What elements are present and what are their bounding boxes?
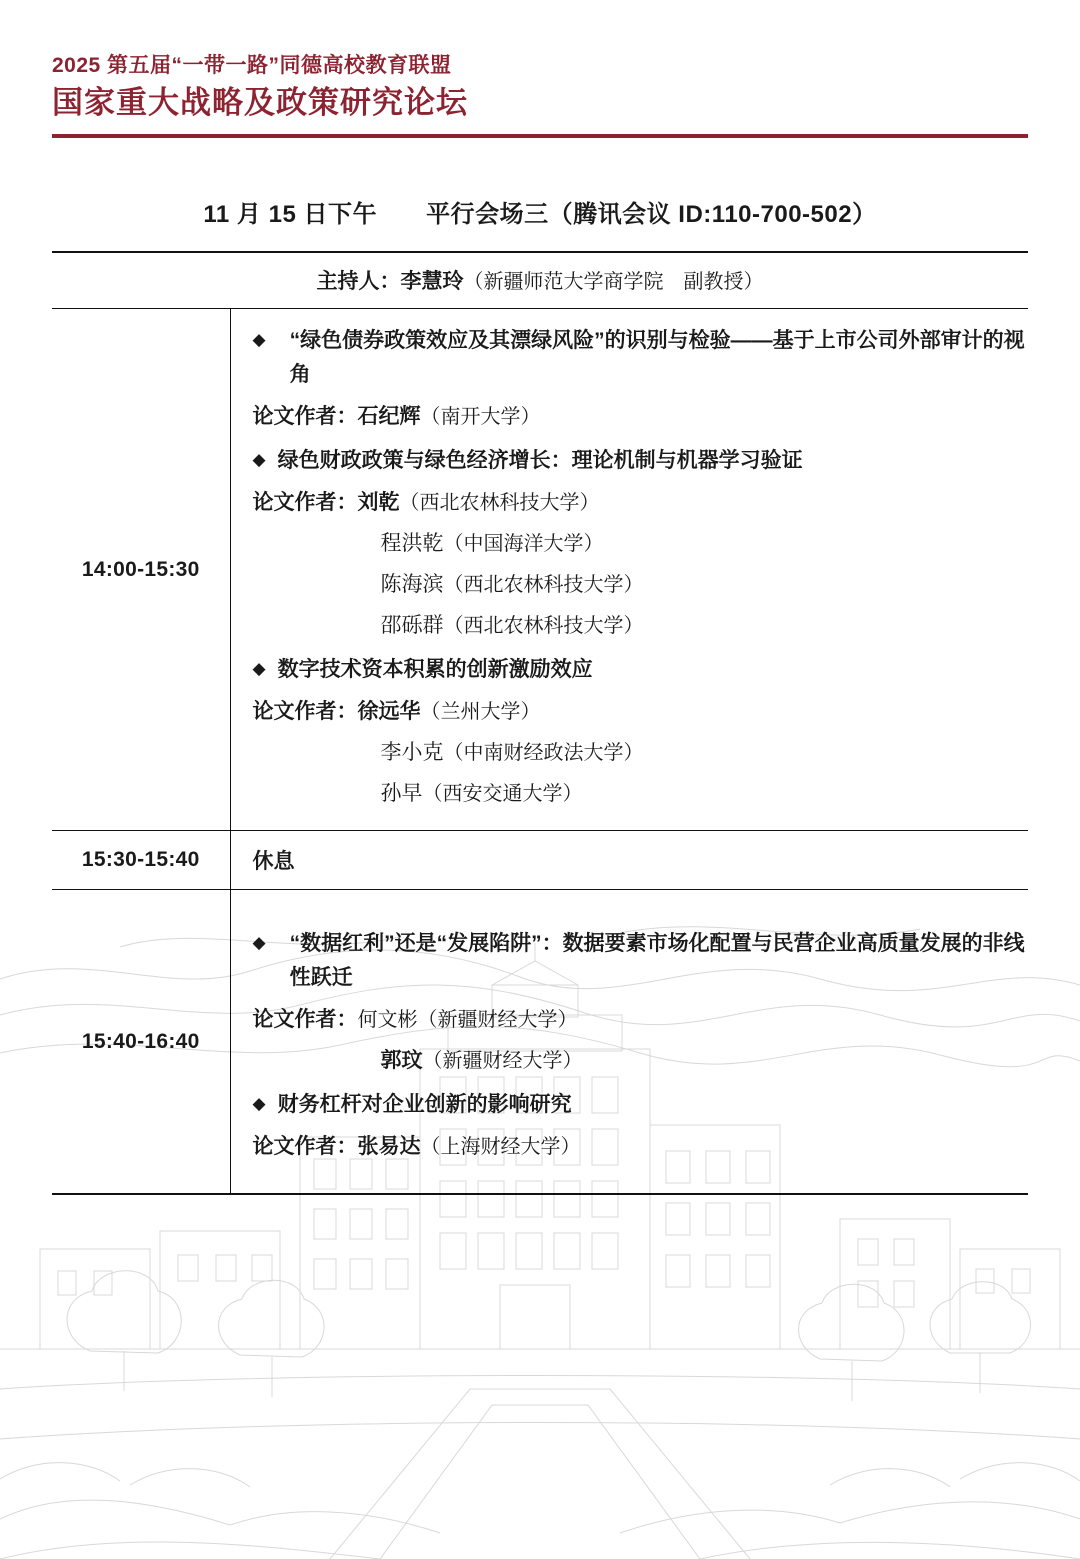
list-item bbox=[253, 648, 1029, 814]
co-author-affiliation: （西安交通大学） bbox=[422, 783, 583, 806]
diamond-bullet-icon: ◆ bbox=[252, 330, 266, 350]
list-item bbox=[253, 922, 1029, 1081]
list-item bbox=[253, 1083, 1029, 1167]
authors-label: 论文作者： bbox=[252, 1135, 358, 1159]
author-affiliation: （西北农林科技大学） bbox=[399, 492, 600, 515]
session-date: 11 月 15 日下午 bbox=[203, 201, 377, 229]
host-name: 李慧玲 bbox=[400, 270, 464, 294]
co-author-affiliation: （中国海洋大学） bbox=[443, 533, 604, 556]
co-author-name: 郭玟 bbox=[380, 1049, 423, 1073]
co-author bbox=[253, 605, 1029, 646]
table-row bbox=[52, 309, 1028, 831]
co-author bbox=[253, 732, 1029, 773]
co-author-name: 邵砾群 bbox=[380, 614, 444, 638]
paper-authors bbox=[253, 396, 1029, 437]
paper-title bbox=[253, 1083, 1029, 1126]
diamond-bullet-icon: ◆ bbox=[252, 450, 266, 470]
document-header bbox=[0, 0, 1080, 138]
paper-title-text: 数字技术资本积累的创新激励效应 bbox=[277, 658, 593, 682]
session-venue: 平行会场三（腾讯会议 ID:110-700-502） bbox=[426, 201, 877, 229]
diamond-bullet-icon: ◆ bbox=[252, 659, 266, 679]
co-author-name: 孙早 bbox=[380, 782, 423, 806]
co-author-affiliation: （中南财经政法大学） bbox=[443, 742, 644, 765]
list-item bbox=[253, 319, 1029, 437]
table-row bbox=[52, 890, 1028, 1195]
co-author-affiliation: （西北农林科技大学） bbox=[443, 574, 644, 597]
co-author bbox=[253, 523, 1029, 564]
co-author bbox=[253, 564, 1029, 605]
break-label: 休息 bbox=[252, 850, 295, 874]
paper-authors bbox=[253, 691, 1029, 732]
table-row bbox=[52, 831, 1028, 890]
author-name: 徐远华 bbox=[357, 700, 421, 724]
authors-label: 论文作者： bbox=[252, 700, 358, 724]
co-author-name: 程洪乾 bbox=[380, 532, 444, 556]
time-slot: 15:40-16:40 bbox=[52, 890, 230, 1195]
co-author bbox=[253, 773, 1029, 814]
co-author-name: 李小克 bbox=[380, 741, 444, 765]
paper-title bbox=[253, 319, 1029, 396]
paper-authors bbox=[253, 482, 1029, 523]
header-subtitle: 2025 第五届“一带一路”同德高校教育联盟 bbox=[52, 54, 452, 77]
time-slot: 15:30-15:40 bbox=[52, 831, 230, 890]
authors-label: 论文作者： bbox=[252, 491, 358, 515]
author-name: 张易达 bbox=[357, 1135, 421, 1159]
paper-authors bbox=[253, 999, 1029, 1040]
co-author-affiliation: （西北农林科技大学） bbox=[443, 615, 644, 638]
author-affiliation: （兰州大学） bbox=[420, 701, 541, 724]
host-row bbox=[52, 252, 1028, 309]
diamond-bullet-icon: ◆ bbox=[252, 1094, 266, 1114]
host-label: 主持人： bbox=[316, 270, 401, 294]
authors-label: 论文作者： bbox=[252, 1008, 358, 1032]
author-affiliation: （南开大学） bbox=[420, 406, 541, 429]
co-author-name: 陈海滨 bbox=[380, 573, 444, 597]
paper-title-text: “数据红利”还是“发展陷阱”：数据要素市场化配置与民营企业高质量发展的非线性跃迁 bbox=[289, 932, 1025, 990]
list-item bbox=[253, 439, 1029, 646]
paper-title bbox=[253, 648, 1029, 691]
time-slot: 14:00-15:30 bbox=[52, 309, 230, 831]
diamond-bullet-icon: ◆ bbox=[252, 933, 266, 953]
paper-title-text: “绿色债券政策效应及其漂绿风险”的识别与检验——基于上市公司外部审计的视角 bbox=[289, 329, 1025, 387]
co-author bbox=[253, 1040, 1029, 1081]
paper-title bbox=[253, 439, 1029, 482]
author-affiliation: （上海财经大学） bbox=[420, 1136, 581, 1159]
header-title: 国家重大战略及政策研究论坛 bbox=[52, 85, 468, 121]
author-name: 刘乾 bbox=[357, 491, 400, 515]
authors-label: 论文作者： bbox=[252, 405, 358, 429]
paper-title-text: 绿色财政政策与绿色经济增长：理论机制与机器学习验证 bbox=[277, 449, 803, 473]
host-affiliation: （新疆师范大学商学院 副教授） bbox=[463, 271, 764, 294]
paper-authors bbox=[253, 1126, 1029, 1167]
host-cell bbox=[52, 252, 1028, 309]
author-name: 何文彬 bbox=[357, 1009, 418, 1032]
header-divider bbox=[52, 134, 1028, 138]
author-name: 石纪辉 bbox=[357, 405, 421, 429]
session-items bbox=[230, 309, 1028, 831]
co-author-affiliation: （新疆财经大学） bbox=[422, 1050, 583, 1073]
paper-title bbox=[253, 922, 1029, 999]
agenda-table bbox=[52, 251, 1028, 1195]
author-affiliation: （新疆财经大学） bbox=[417, 1009, 578, 1032]
break-cell bbox=[230, 831, 1028, 890]
session-items bbox=[230, 890, 1028, 1195]
session-heading bbox=[0, 194, 1080, 229]
paper-title-text: 财务杠杆对企业创新的影响研究 bbox=[277, 1093, 572, 1117]
